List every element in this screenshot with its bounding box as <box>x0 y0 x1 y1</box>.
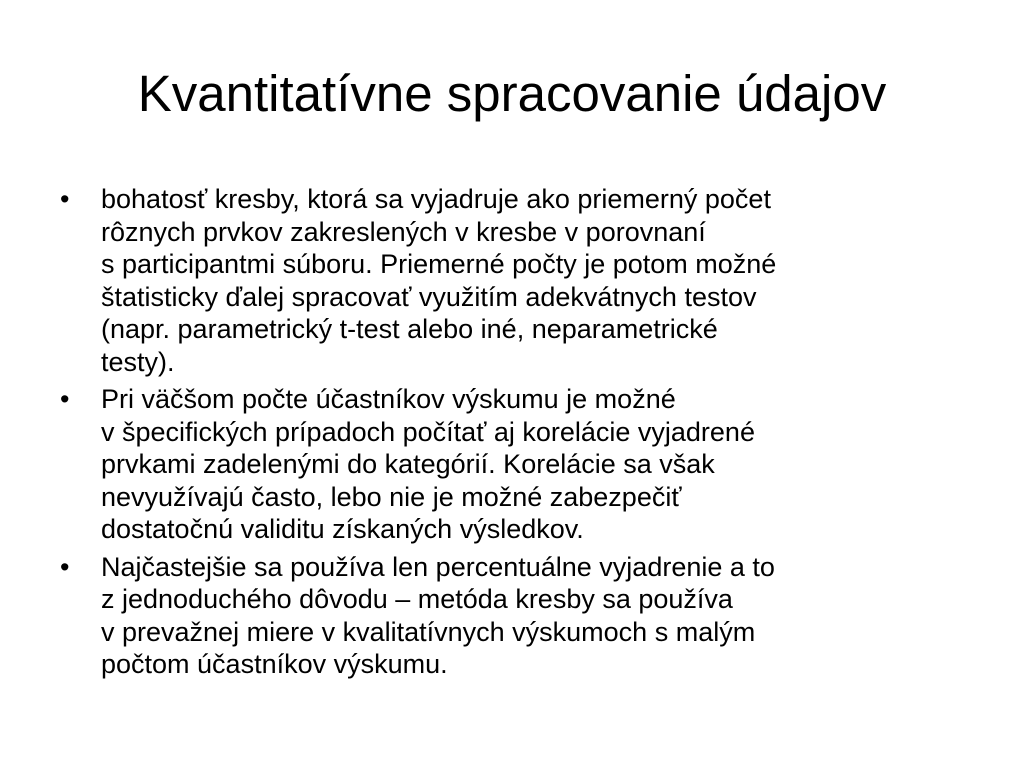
bullet-text-line: testy). <box>101 346 175 377</box>
bullet-text-line: v prevažnej miere v kvalitatívnych výskumoch s malým <box>101 616 756 647</box>
bullet-marker: • <box>60 384 70 414</box>
bullet-text-line: počtom účastníkov výskumu. <box>101 649 448 679</box>
bullet-text-line: Najčastejšie sa používa len percentuálne vyjadrenie a to <box>101 551 775 582</box>
bullet-item-3 <box>60 551 970 681</box>
bullet-text-line: (napr. parametrický t-test alebo iné, neparametrické <box>101 314 718 344</box>
bullet-text-line: bohatosť kresby, ktorá sa vyjadruje ako priemerný počet <box>101 184 771 214</box>
bullet-text-line: nevyužívajú často, lebo nie je možné zabezpečiť <box>101 481 682 512</box>
bullet-text-line: z jednoduchého dôvodu – metóda kresby sa používa <box>101 584 733 614</box>
bullet-list <box>60 183 970 686</box>
bullet-marker: • <box>60 184 70 214</box>
bullet-item-2 <box>60 383 970 546</box>
bullet-text-line: dostatočnú validitu získaných výsledkov. <box>101 514 584 544</box>
bullet-marker: • <box>60 551 70 582</box>
bullet-text-line: v špecifických prípadoch počítať aj korelácie vyjadrené <box>101 416 755 447</box>
slide-title: Kvantitatívne spracovanie údajov <box>137 65 887 122</box>
bullet-text-line: rôznych prvkov zakreslených v kresbe v porovnaní <box>101 216 706 247</box>
bullet-text-line: s participantmi súboru. Priemerné počty je potom možné <box>101 249 777 279</box>
bullet-text-line: prvkami zadelenými do kategórií. Korelácie sa však <box>101 449 715 479</box>
bullet-item-1 <box>60 183 970 378</box>
bullet-text-line: štatisticky ďalej spracovať využitím adekvátnych testov <box>101 281 757 312</box>
bullet-text-line: Pri väčšom počte účastníkov výskumu je možné <box>101 384 676 414</box>
